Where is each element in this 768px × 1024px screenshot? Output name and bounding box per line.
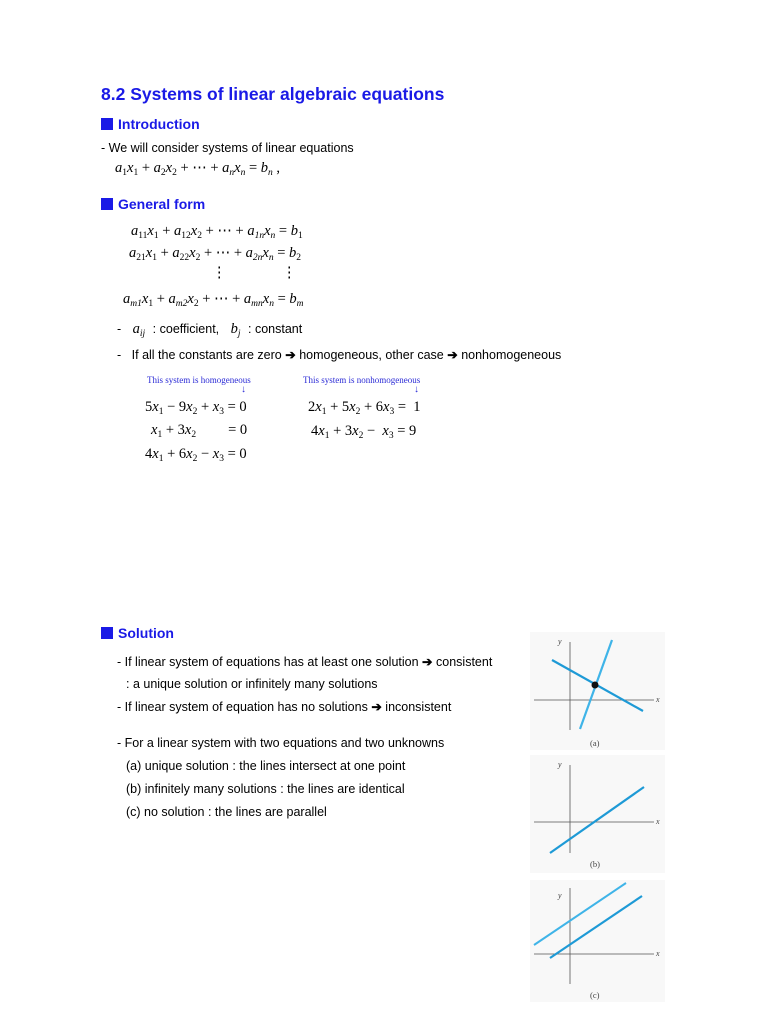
consistent-detail: : a unique solution or infinitely many solutions bbox=[126, 677, 378, 691]
general-equation-1: $a_{11}x_1 + a_{12}x_2$ + ⋯ + $a_{1n}x_n = b_1$ bbox=[131, 223, 303, 241]
right-arrow-icon: ➔ bbox=[371, 700, 382, 714]
right-arrow-icon: ➔ bbox=[447, 348, 458, 362]
right-arrow-icon: ➔ bbox=[285, 348, 296, 362]
y-axis-label: y bbox=[558, 760, 562, 769]
coefficient-bullet: - $a_{ij}$ : coefficient, $b_j$ : constant bbox=[117, 321, 303, 339]
homogeneous-eq-1: $5x_1 - 9x_2 + x_3 = 0$ bbox=[145, 399, 247, 417]
y-axis-label: y bbox=[558, 891, 562, 900]
nonhomogeneous-note: This system is nonhomogeneous bbox=[303, 375, 421, 385]
y-axis-label: y bbox=[558, 637, 562, 646]
figure-a-caption: (a) bbox=[590, 738, 600, 748]
introduction-heading bbox=[101, 116, 200, 132]
homogeneous-eq-2: $x_1 + 3x_2 = 0$ bbox=[151, 422, 248, 440]
homogeneous-bullet: - If all the constants are zero ➔ homogeneous, other case ➔ nonhomogeneous bbox=[117, 348, 562, 362]
case-b-line: (b) infinitely many solutions : the lines are identical bbox=[126, 782, 405, 796]
homogeneous-note: This system is homogeneous bbox=[147, 375, 251, 385]
down-arrow-icon: ↓ bbox=[241, 384, 246, 395]
general-form-heading-text: General form bbox=[118, 196, 206, 212]
nonhomogeneous-eq-1: $2x_1 + 5x_2 + 6x_3 = 1$ bbox=[308, 399, 421, 417]
right-arrow-icon: ➔ bbox=[422, 655, 433, 669]
page-title: 8.2 Systems of linear algebraic equations bbox=[101, 84, 445, 104]
x-axis-label: x bbox=[656, 949, 660, 958]
x-axis-label: x bbox=[656, 695, 660, 704]
intersection-point bbox=[592, 682, 599, 689]
nonhomogeneous-eq-2: $4x_1 + 3x_2 - x_3 = 9$ bbox=[311, 423, 417, 441]
general-equation-2: $a_{21}x_1 + a_{22}x_2$ + ⋯ + $a_{2n}x_n = b_2$ bbox=[129, 245, 302, 263]
vertical-ellipsis-2: ⋮ bbox=[282, 265, 297, 281]
square-bullet-icon bbox=[101, 627, 113, 639]
vertical-ellipsis-1: ⋮ bbox=[212, 265, 227, 281]
two-unknowns-line: - For a linear system with two equations and two unknowns bbox=[117, 736, 445, 750]
solution-heading-text: Solution bbox=[118, 625, 174, 641]
figure-a-intersecting-lines bbox=[530, 632, 665, 750]
introduction-text: - We will consider systems of linear equations bbox=[101, 141, 354, 155]
down-arrow-icon: ↓ bbox=[414, 384, 419, 395]
figure-c-caption: (c) bbox=[590, 990, 600, 1000]
homogeneous-eq-3: $4x_1 + 6x_2 - x_3 = 0$ bbox=[145, 446, 247, 464]
x-axis-label: x bbox=[656, 817, 660, 826]
inconsistent-line: - If linear system of equation has no solutions ➔ inconsistent bbox=[117, 700, 452, 714]
case-a-line: (a) unique solution : the lines intersect at one point bbox=[126, 759, 406, 773]
square-bullet-icon bbox=[101, 118, 113, 130]
general-equation-m: $a_{m1}x_1 + a_{m2}x_2$ + ⋯ + $a_{mn}x_n = b_m$ bbox=[123, 291, 304, 309]
case-c-line: (c) no solution : the lines are parallel bbox=[126, 805, 327, 819]
introduction-heading-text: Introduction bbox=[118, 116, 200, 132]
general-form-heading bbox=[101, 196, 205, 212]
figure-b-identical-lines bbox=[530, 755, 665, 873]
consistent-line: - If linear system of equations has at least one solution ➔ consistent bbox=[117, 655, 493, 669]
solution-heading bbox=[101, 625, 174, 641]
figure-b-caption: (b) bbox=[590, 859, 600, 869]
introduction-equation: $a_1x_1 + a_2x_2$ + ⋯ + $a_nx_n = b_n$ , bbox=[115, 160, 281, 178]
figure-c-parallel-lines bbox=[530, 880, 665, 1002]
square-bullet-icon bbox=[101, 198, 113, 210]
